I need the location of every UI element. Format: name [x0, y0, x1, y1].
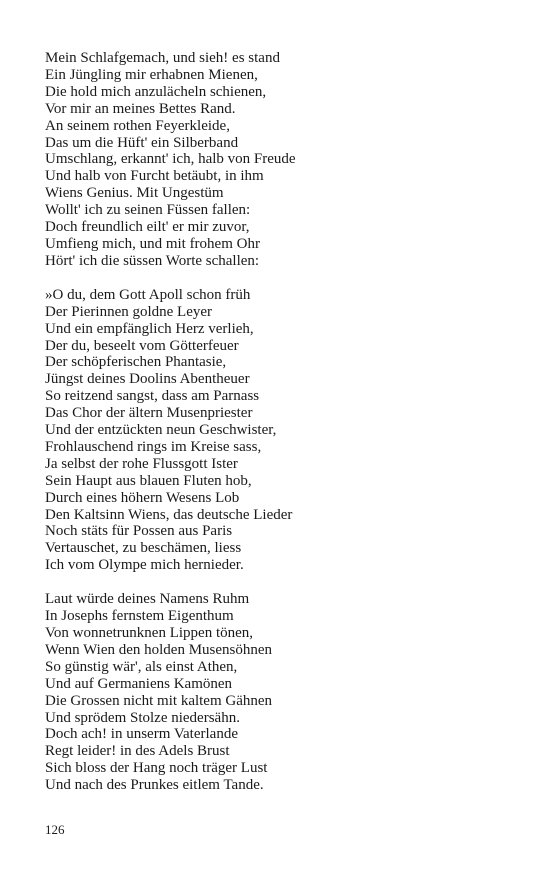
verse-line: Vor mir an meines Bettes Rand.	[45, 100, 236, 117]
verse-line: Umschlang, erkannt' ich, halb von Freude	[45, 151, 296, 168]
verse-line: Vertauschet, zu beschämen, liess	[45, 540, 242, 557]
verse-line: Laut würde deines Namens Ruhm	[45, 591, 250, 608]
verse-line: Mein Schlafgemach, und sieh! es stand	[45, 50, 280, 66]
verse-line: Sein Haupt aus blauen Fluten hob,	[45, 472, 252, 489]
verse-line: Umfieng mich, und mit frohem Ohr	[45, 235, 260, 252]
verse-line: Und sprödem Stolze niedersähn.	[45, 709, 240, 726]
verse-line: Ein Jüngling mir erhabnen Mienen,	[45, 66, 258, 83]
verse-line: Die hold mich anzulächeln schienen,	[45, 83, 267, 100]
verse-line: Das Chor der ältern Musenpriester	[45, 405, 253, 422]
verse-line: Wiens Genius. Mit Ungestüm	[45, 185, 224, 202]
verse-line: Durch eines höhern Wesens Lob	[45, 489, 240, 506]
verse-line: Und halb von Furcht betäubt, in ihm	[45, 168, 264, 185]
verse-line: Wenn Wien den holden Musensöhnen	[45, 641, 273, 658]
verse-line: Die Grossen nicht mit kaltem Gähnen	[45, 692, 273, 709]
verse-line: Frohlauschend rings im Kreise sass,	[45, 438, 262, 455]
verse-line: Doch freundlich eilt' er mir zuvor,	[45, 219, 250, 236]
stanza-1	[45, 50, 525, 270]
verse-line: »O du, dem Gott Apoll schon früh	[45, 286, 251, 303]
verse-line: So günstig wär', als einst Athen,	[45, 658, 238, 675]
verse-line: Von wonnetrunknen Lippen tönen,	[45, 625, 254, 641]
verse-line: Wollt' ich zu seinen Füssen fallen:	[45, 202, 251, 219]
verse-line: Doch ach! in unserm Vaterlande	[45, 726, 238, 743]
verse-line: Ich vom Olympe mich hernieder.	[45, 557, 244, 574]
verse-line: Und auf Germaniens Kamönen	[45, 675, 233, 692]
verse-line: An seinem rothen Feyerkleide,	[45, 117, 230, 134]
verse-line: Noch stäts für Possen aus Paris	[45, 523, 233, 540]
verse-line: Der Pierinnen goldne Leyer	[45, 303, 213, 320]
verse-line: In Josephs fernstem Eigenthum	[45, 608, 234, 625]
stanza-3	[45, 591, 525, 794]
stanza-2	[45, 287, 525, 574]
verse-line: Und ein empfänglich Herz verlieh,	[45, 320, 254, 337]
verse-line: So reitzend sangst, dass am Parnass	[45, 388, 260, 405]
poem-body	[45, 50, 525, 811]
verse-line: Regt leider! in des Adels Brust	[45, 743, 230, 760]
verse-line: Hört' ich die süssen Worte schallen:	[45, 252, 260, 269]
verse-line: Den Kaltsinn Wiens, das deutsche Lieder	[45, 506, 293, 523]
page-number: 126	[45, 822, 65, 837]
verse-line: Der schöpferischen Phantasie,	[45, 354, 227, 371]
verse-line: Und nach des Prunkes eitlem Tande.	[45, 777, 264, 794]
verse-line: Und der entzückten neun Geschwister,	[45, 422, 277, 439]
verse-line: Sich bloss der Hang noch träger Lust	[45, 760, 268, 777]
verse-line: Jüngst deines Doolins Abentheuer	[45, 371, 250, 388]
verse-line: Der du, beseelt vom Götterfeuer	[45, 337, 239, 354]
verse-line: Ja selbst der rohe Flussgott Ister	[45, 455, 238, 472]
verse-line: Das um die Hüft' ein Silberband	[45, 134, 239, 151]
